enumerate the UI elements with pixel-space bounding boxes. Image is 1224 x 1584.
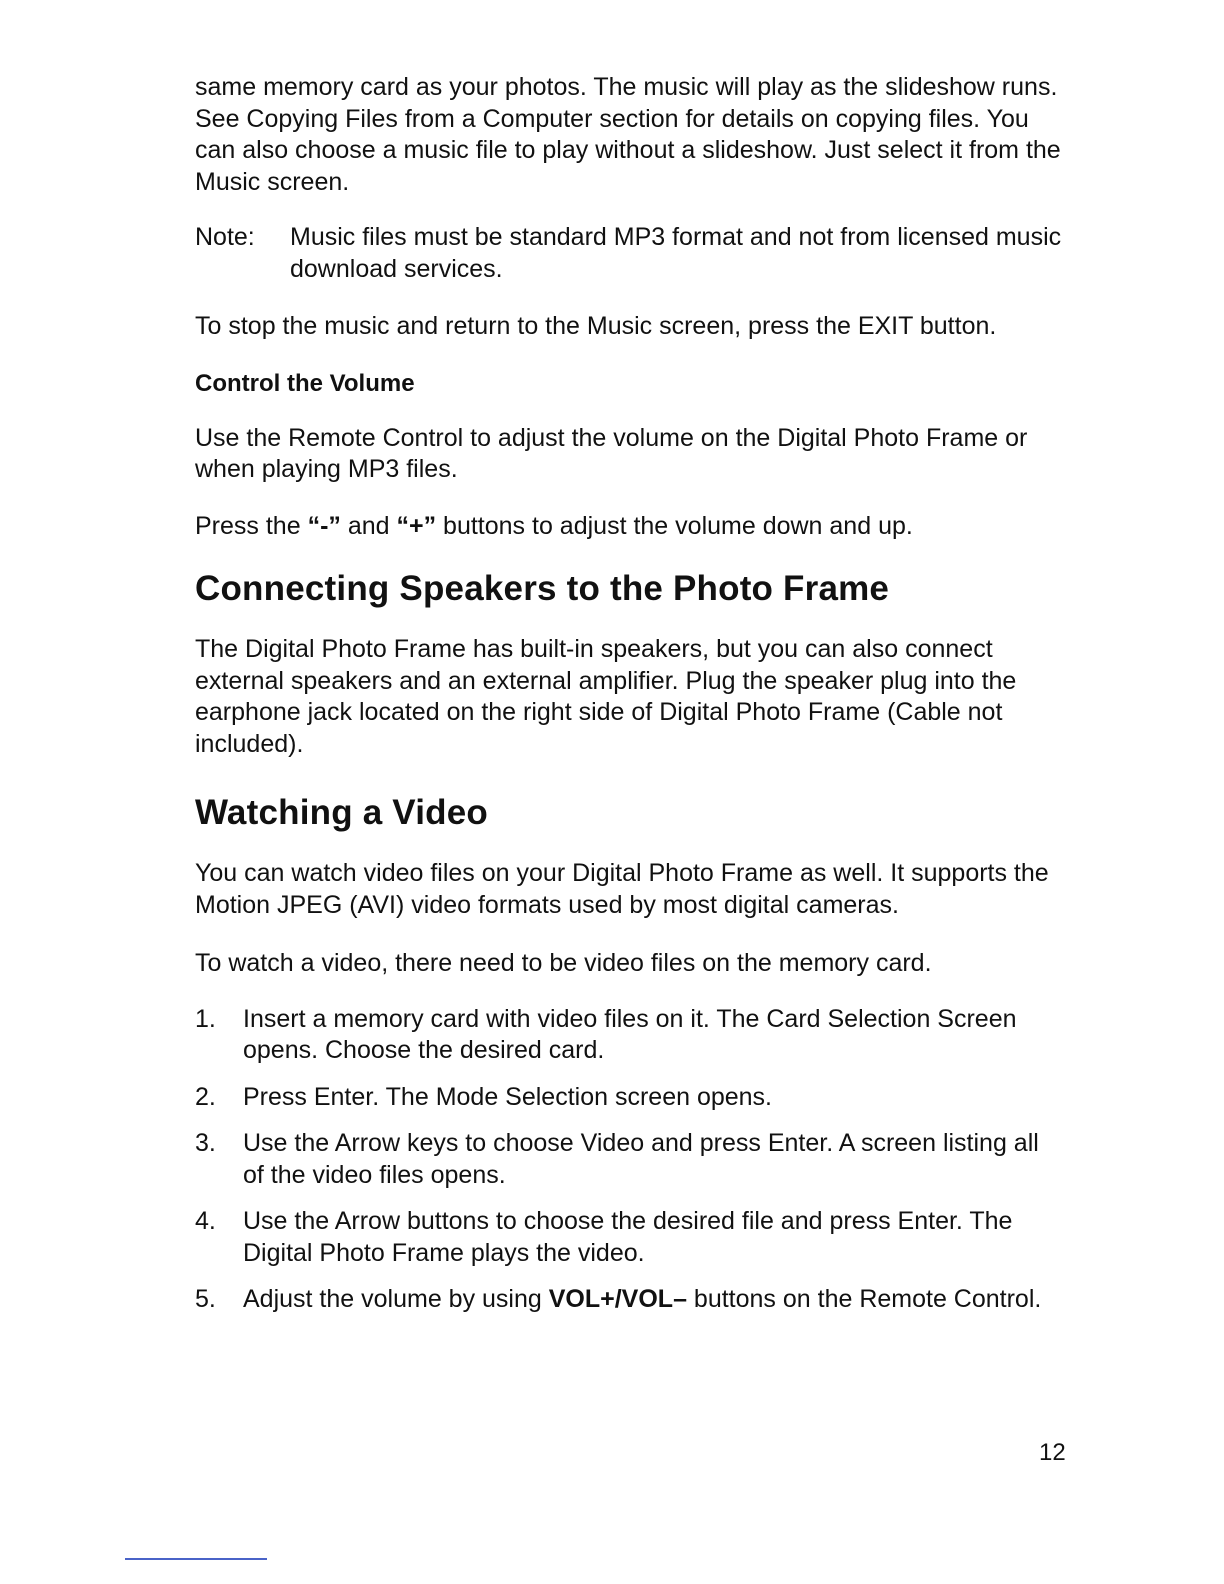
press-and: and <box>340 511 397 540</box>
step-text-prefix: Adjust the volume by using <box>243 1285 549 1313</box>
note <box>195 222 1065 285</box>
step-text: Press Enter. The Mode Selection screen opens. <box>243 1082 773 1111</box>
press-prefix: Press the <box>195 511 308 540</box>
speakers-heading: Connecting Speakers to the Photo Frame <box>195 569 890 608</box>
plus-key: “+” <box>396 511 437 540</box>
stop-music-paragraph: To stop the music and return to the Music screen, press the EXIT button. <box>195 312 997 340</box>
step-text: Insert a memory card with video files on it. The Card Selection Screen opens. Choose the desired card. <box>243 1004 1017 1064</box>
list-item <box>195 1206 1065 1269</box>
page-number: 12 <box>1039 1439 1066 1466</box>
step-number: 4. <box>195 1207 216 1235</box>
step-number: 5. <box>195 1285 216 1313</box>
footnote-divider <box>125 1558 267 1560</box>
press-suffix: buttons to adjust the volume down and up. <box>436 511 913 540</box>
step-number: 2. <box>195 1082 216 1111</box>
step-text: Use the Arrow keys to choose Video and press Enter. A screen listing all of the video files opens. <box>243 1129 1039 1189</box>
step-text: Use the Arrow buttons to choose the desired file and press Enter. The Digital Photo Frame plays the video. <box>243 1207 1013 1267</box>
vol-buttons-label: VOL+/VOL– <box>548 1285 687 1313</box>
step-number: 1. <box>195 1004 216 1033</box>
intro-paragraph: same memory card as your photos. The music will play as the slideshow runs. See Copying Files from a Computer section for details on copying files. You can also choose a music file to play without a slideshow. Just select it from the Music screen. <box>195 73 1061 196</box>
note-label: Note: <box>195 223 255 251</box>
step-text-suffix: buttons on the Remote Control. <box>686 1285 1042 1313</box>
list-item <box>195 1004 1065 1067</box>
page-content <box>195 72 1065 1331</box>
list-item <box>195 1284 1065 1316</box>
speakers-paragraph: The Digital Photo Frame has built-in speakers, but you can also connect external speakers and an external amplifier. Plug the speaker plug into the earphone jack located on the right side of Digital Photo Frame (Cable not included). <box>195 635 1017 758</box>
list-item <box>195 1082 1065 1114</box>
video-paragraph-2: To watch a video, there need to be video files on the memory card. <box>195 949 932 977</box>
step-number: 3. <box>195 1129 216 1157</box>
volume-buttons-paragraph <box>195 511 1065 543</box>
minus-key: “-” <box>307 511 341 540</box>
list-item <box>195 1128 1065 1191</box>
step-text <box>243 1284 1065 1316</box>
volume-heading: Control the Volume <box>195 369 415 397</box>
video-paragraph-1: You can watch video files on your Digital Photo Frame as well. It supports the Motion JPEG (AVI) video formats used by most digital cameras. <box>195 859 1049 919</box>
video-steps-list <box>195 1004 1065 1316</box>
volume-paragraph: Use the Remote Control to adjust the volume on the Digital Photo Frame or when playing MP3 files. <box>195 423 1028 483</box>
note-text: Music files must be standard MP3 format and not from licensed music download services. <box>290 223 1062 283</box>
video-heading: Watching a Video <box>195 793 488 832</box>
